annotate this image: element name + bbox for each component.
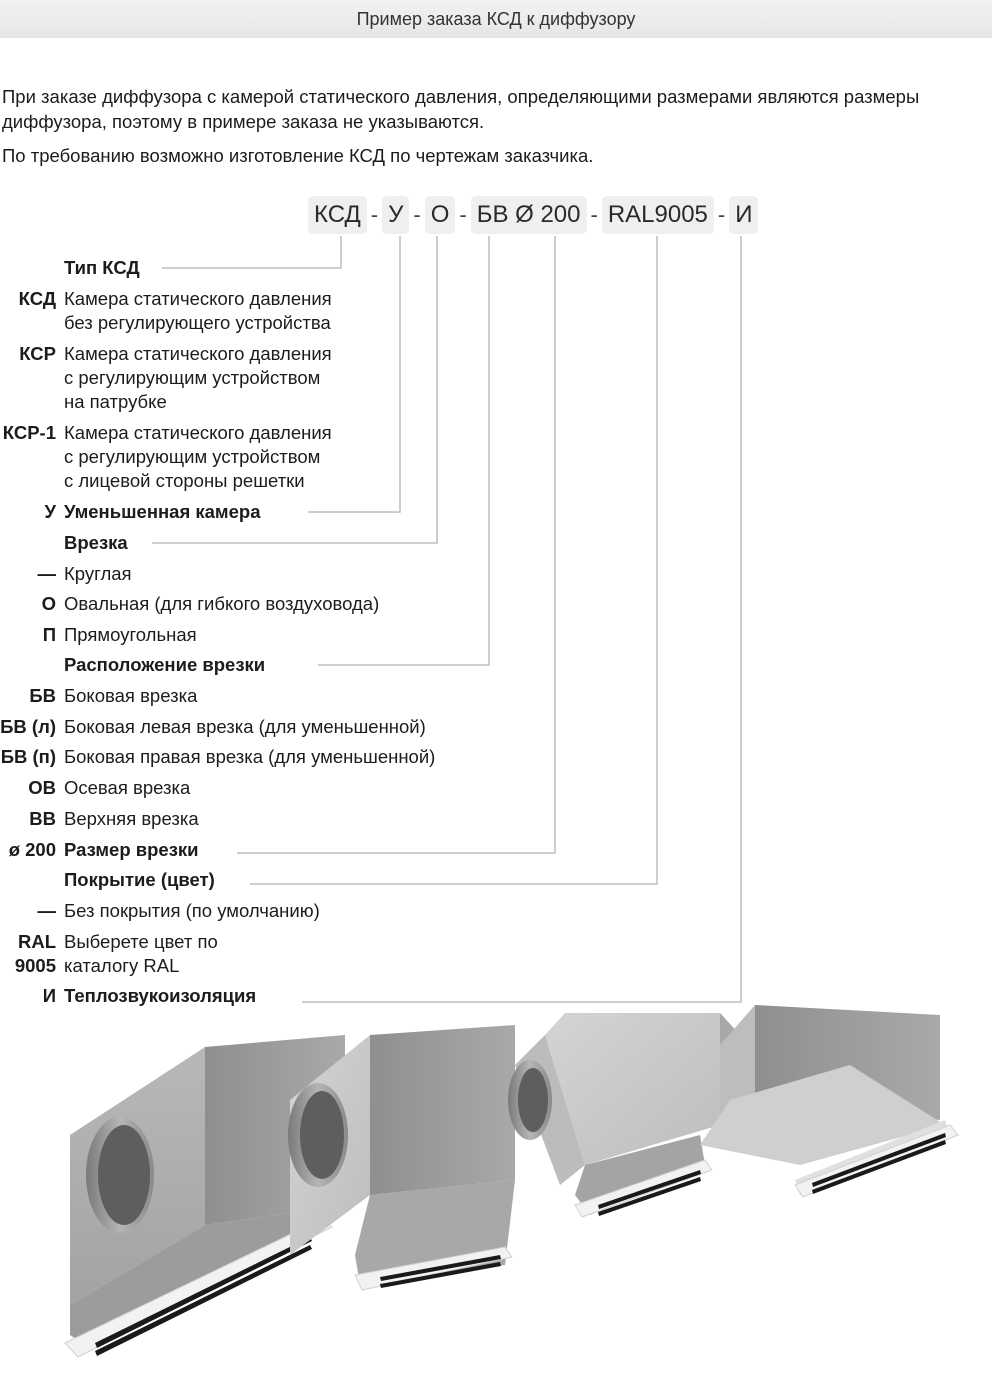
legend-text: Врезка [64, 532, 128, 553]
connector-insulation [302, 236, 741, 1002]
legend-heading-type [0, 256, 140, 280]
order-code-separator: - [459, 202, 467, 227]
legend-code: — [37, 900, 56, 921]
legend-code [0, 868, 64, 892]
legend-code: У [44, 501, 56, 522]
order-code-part-size: У [382, 196, 409, 234]
legend-code: КСД [18, 288, 56, 309]
legend-text: Тип КСД [64, 257, 140, 278]
legend-heading-diameter [0, 838, 199, 862]
order-code-separator: - [590, 202, 598, 227]
plenum-box-3 [508, 1013, 740, 1217]
legend-item-ksr-1 [0, 421, 332, 493]
legend-text: Уменьшенная камера [64, 501, 261, 522]
order-code-part-inlet-position: БВ Ø 200 [471, 196, 587, 234]
order-code-separator: - [370, 202, 379, 227]
legend-heading-inlet-position [0, 653, 265, 677]
order-code [308, 196, 758, 234]
plenum-boxes-illustration [0, 1005, 992, 1376]
order-code-part-inlet: О [425, 196, 456, 234]
intro-paragraph-2: По требованию возможно изготовление КСД по чертежам заказчика. [2, 145, 594, 166]
legend-item-oval [0, 592, 379, 616]
legend-item-round [0, 562, 132, 586]
legend-code: КСР [19, 343, 56, 364]
legend-item-side-left [0, 715, 426, 739]
legend-code: О [41, 593, 56, 614]
legend-code: ø 200 [8, 839, 56, 860]
legend-text: Круглая [64, 563, 132, 584]
legend-heading-reduced [0, 500, 261, 524]
order-code-part-type: КСД [308, 196, 367, 234]
plenum-box-4 [700, 1005, 958, 1197]
legend-item-no-coating [0, 899, 320, 923]
legend-text: Верхняя врезка [64, 808, 199, 829]
legend-item-ksr [0, 342, 332, 414]
legend-code: БВ (п) [0, 746, 56, 767]
legend-text: Камера статического давления с регулирующим устройством на патрубке [64, 343, 332, 412]
legend-text: Размер врезки [64, 839, 199, 860]
legend-item-rectangular [0, 623, 197, 647]
legend-code: П [42, 624, 56, 645]
legend-text: Боковая врезка [64, 685, 198, 706]
legend-text: Теплозвукоизоляция [64, 985, 257, 1006]
intro-paragraph-1: При заказе диффузора с камерой статического давления, определяющими размерами являются размеры диффузора, поэтому в примере заказа не указываются. [2, 86, 920, 132]
legend-text: Камера статического давления с регулирующим устройством с лицевой стороны решетки [64, 422, 332, 491]
legend-text: Выберете цвет по каталогу RAL [64, 931, 218, 976]
legend-text: Камера статического давления без регулирующего устройства [64, 288, 332, 333]
legend-item-ral [0, 930, 218, 978]
legend-text: Боковая правая врезка (для уменьшенной) [64, 746, 436, 767]
legend-code: RAL 9005 [14, 931, 56, 976]
legend-item-ksd [0, 287, 332, 335]
legend-text: Осевая врезка [64, 777, 191, 798]
legend-code: И [42, 985, 56, 1006]
legend-item-top [0, 807, 199, 831]
legend-text: Покрытие (цвет) [64, 869, 215, 890]
legend-code [0, 531, 64, 555]
legend-code: КСР-1 [2, 422, 56, 443]
legend-item-side-right [0, 745, 435, 769]
legend-code: — [37, 563, 56, 584]
legend-text: Расположение врезки [64, 654, 266, 675]
connector-type [162, 236, 341, 268]
legend-text: Боковая левая врезка (для уменьшенной) [64, 716, 426, 737]
legend-code: БВ [29, 685, 56, 706]
order-code-part-insulation: И [729, 196, 758, 234]
order-code-separator: - [413, 202, 421, 227]
legend-code [0, 653, 64, 677]
legend-item-axial [0, 776, 190, 800]
legend-code [0, 256, 64, 280]
legend-code: БВ (л) [0, 716, 56, 737]
order-code-part-color: RAL9005 [602, 196, 714, 234]
page-title: Пример заказа КСД к диффузору [356, 8, 636, 29]
legend-code: ОВ [28, 777, 56, 798]
legend-text: Овальная (для гибкого воздуховода) [64, 593, 380, 614]
legend-heading-inlet [0, 531, 128, 555]
legend-text: Без покрытия (по умолчанию) [64, 900, 320, 921]
legend-item-side [0, 684, 197, 708]
order-code-separator: - [717, 202, 726, 227]
page-header [0, 0, 992, 38]
legend-code: ВВ [29, 808, 56, 829]
legend-heading-color [0, 868, 215, 892]
legend-text: Прямоугольная [64, 624, 197, 645]
